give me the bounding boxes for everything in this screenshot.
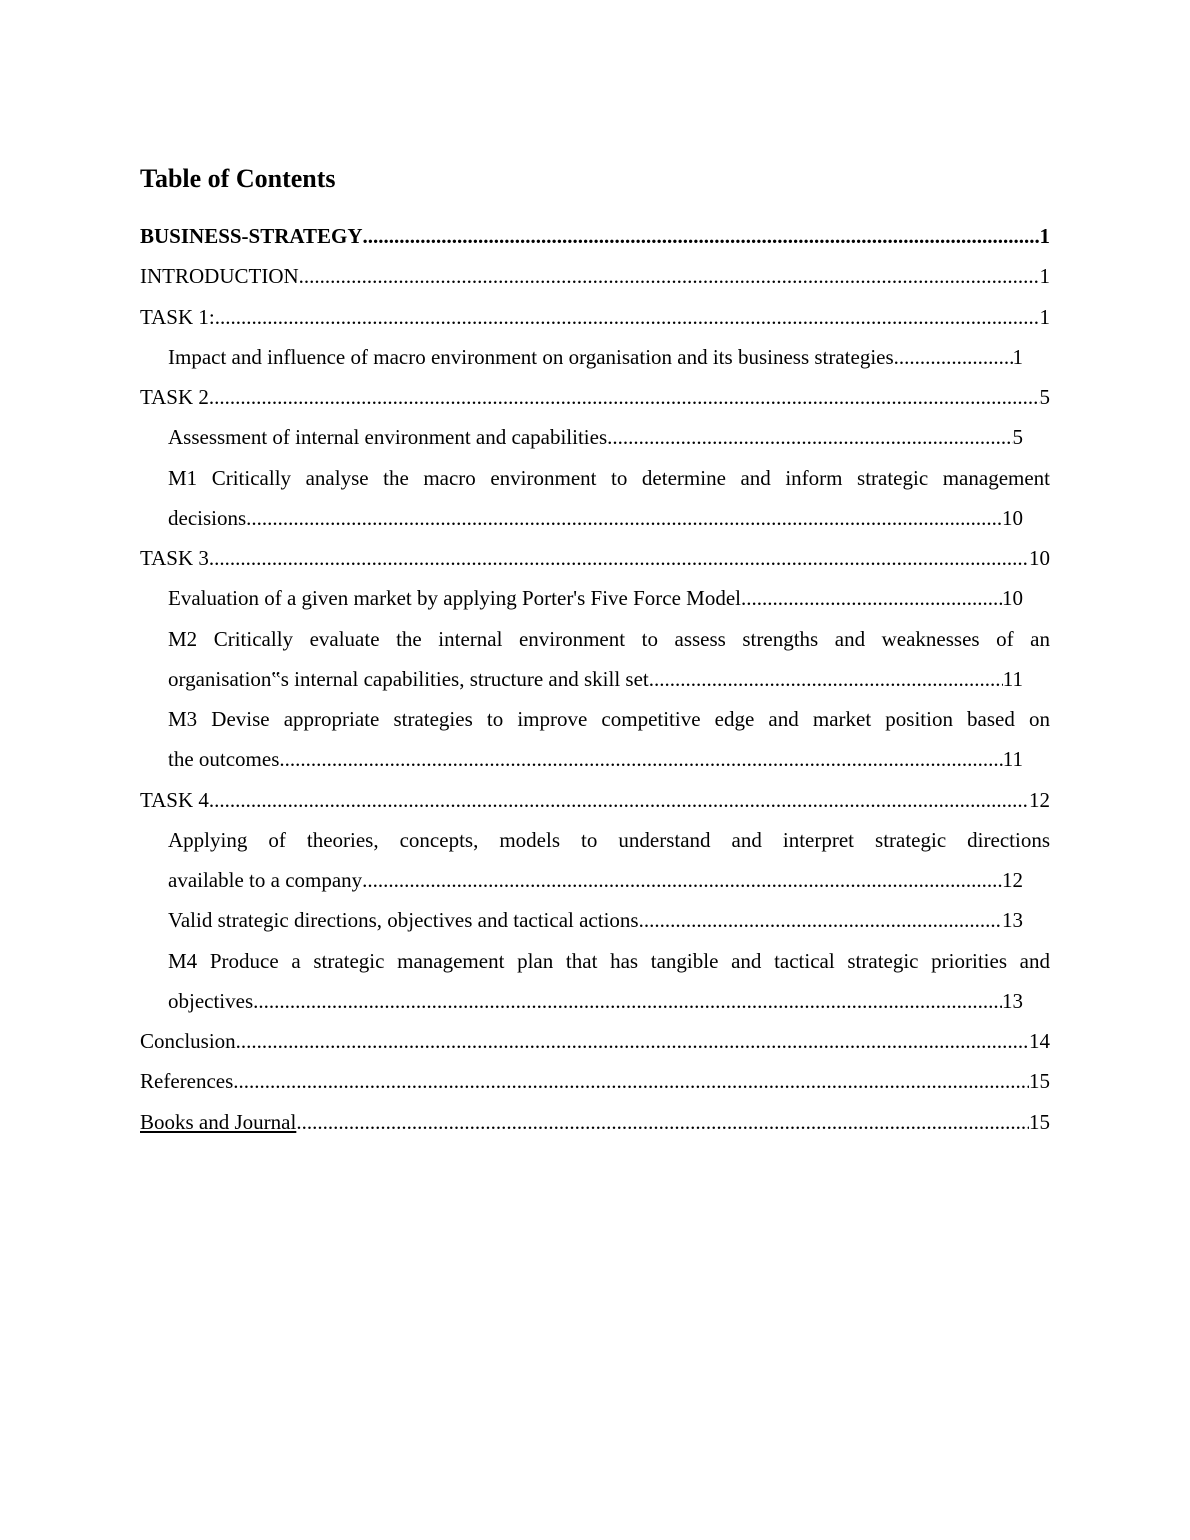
toc-entry-m1[interactable] — [168, 458, 1050, 539]
toc-entry-m2[interactable] — [168, 619, 1050, 700]
toc-entry-label: Valid strategic directions, objectives and tactical actions — [168, 908, 639, 933]
toc-entry-conclusion[interactable] — [140, 1021, 1050, 1061]
toc-page-number: 13 — [1002, 988, 1023, 1013]
toc-entry-label: Conclusion — [140, 1029, 236, 1053]
toc-page-number: 1 — [1012, 344, 1023, 369]
toc-entry-label-line-1: Applying of theories, concepts, models to understand and interpret strategic directions — [168, 827, 1050, 852]
toc-entry-m4[interactable] — [168, 941, 1050, 1022]
toc-entry-introduction[interactable] — [140, 256, 1050, 296]
dot-leader — [209, 538, 1029, 578]
toc-entry-label[interactable]: Books and Journal — [140, 1109, 297, 1134]
toc-page-number: 10 — [1002, 505, 1023, 530]
dot-leader — [639, 900, 1002, 940]
toc-page-number: 5 — [1012, 425, 1023, 450]
toc-entry-impact-macro-environment[interactable] — [168, 337, 1023, 377]
dot-leader — [246, 498, 1002, 538]
toc-page-number: 10 — [1002, 586, 1023, 611]
dot-leader — [607, 417, 1012, 457]
toc-entry-label-line-1: M1 Critically analyse the macro environment to determine and inform strategic management — [168, 465, 1050, 490]
toc-entry-label-line-2: the outcomes — [168, 747, 280, 772]
toc-page-number: 11 — [1002, 747, 1023, 772]
dot-leader — [209, 780, 1029, 820]
toc-page-number: 15 — [1029, 1109, 1050, 1134]
toc-entry-task-1[interactable] — [140, 297, 1050, 337]
dot-leader — [236, 1021, 1029, 1061]
toc-entry-m3[interactable] — [168, 699, 1050, 780]
toc-page-number: 1 — [1039, 264, 1050, 289]
toc-entry-label: Evaluation of a given market by applying Porter's Five Force Model — [168, 586, 741, 611]
dot-leader — [894, 337, 1013, 377]
toc-entry-assessment-internal-environment[interactable] — [168, 417, 1023, 457]
toc-entry-references[interactable] — [140, 1061, 1050, 1101]
toc-entry-label: Impact and influence of macro environment on organisation and its business strategies — [168, 344, 894, 369]
toc-entry-label-line-2: decisions — [168, 505, 247, 530]
toc-entry-label-line-1: M2 Critically evaluate the internal environment to assess strengths and weaknesses of an — [168, 626, 1050, 651]
dot-leader — [253, 981, 1002, 1021]
toc-entry-label-line-2: available to a company — [168, 868, 363, 892]
toc-page-number: 1 — [1039, 304, 1050, 329]
toc-entry-task-3[interactable] — [140, 538, 1050, 578]
dot-leader — [279, 739, 1002, 779]
toc-entry-label: Assessment of internal environment and capabilities — [168, 425, 608, 450]
toc-entry-label-line-1: M3 Devise appropriate strategies to improve competitive edge and market position based on — [168, 707, 1050, 731]
dot-leader — [209, 377, 1040, 417]
toc-entry-valid-strategic-directions[interactable] — [168, 900, 1023, 940]
toc-page-number: 12 — [1029, 787, 1050, 812]
table-of-contents — [140, 216, 1050, 1142]
toc-entry-label: TASK 1: — [140, 304, 215, 329]
toc-entry-label-line-1: M4 Produce a strategic management plan that has tangible and tactical strategic priorities and — [168, 948, 1050, 973]
toc-entry-porter-five-force[interactable] — [168, 578, 1023, 618]
dot-leader — [296, 1102, 1029, 1142]
dot-leader — [233, 1061, 1029, 1101]
toc-page-number: 5 — [1039, 385, 1050, 409]
toc-page-number: 10 — [1029, 546, 1050, 570]
toc-entry-label-line-2: organisation‟s internal capabilities, structure and skill set — [168, 666, 649, 691]
toc-page-number: 1 — [1039, 224, 1050, 248]
dot-leader — [362, 860, 1002, 900]
dot-leader — [299, 256, 1040, 296]
toc-entry-applying-theories[interactable] — [168, 820, 1050, 901]
dot-leader — [741, 578, 1002, 618]
toc-page-number: 12 — [1002, 868, 1023, 892]
toc-page-number: 13 — [1002, 908, 1023, 933]
toc-entry-label: TASK 3 — [140, 546, 209, 570]
toc-entry-business-strategy[interactable] — [140, 216, 1050, 256]
toc-entry-label-line-2: objectives — [168, 988, 254, 1013]
toc-entry-label: INTRODUCTION — [140, 264, 299, 289]
toc-entry-label: References — [140, 1069, 234, 1094]
toc-page-number: 15 — [1029, 1069, 1050, 1094]
toc-page-number: 11 — [1002, 666, 1023, 691]
toc-entry-task-2[interactable] — [140, 377, 1050, 417]
toc-entry-task-4[interactable] — [140, 780, 1050, 820]
dot-leader — [215, 297, 1040, 337]
dot-leader — [649, 659, 1003, 699]
toc-entry-label: BUSINESS-STRATEGY — [140, 224, 363, 248]
toc-entry-books-and-journal[interactable] — [140, 1102, 1050, 1142]
page-title: Table of Contents — [140, 164, 336, 193]
toc-entry-label: TASK 4 — [140, 787, 209, 812]
toc-page-number: 14 — [1029, 1029, 1050, 1053]
dot-leader — [363, 216, 1040, 256]
toc-entry-label: TASK 2 — [140, 385, 209, 409]
